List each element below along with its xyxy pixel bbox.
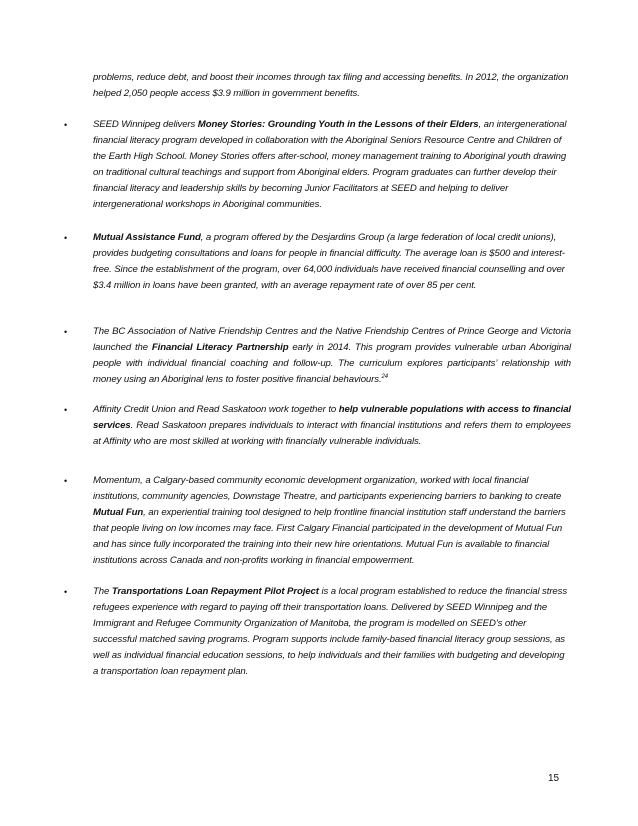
bullet-item-mutual-fun [93,473,571,569]
program-name-transportation-loan: Transportations Loan Repayment Pilot Project [111,586,319,597]
bullet-marker: • [64,405,68,415]
program-name-financial-literacy-partnership: Financial Literacy Partnership [151,342,289,353]
bullet-marker: • [64,587,68,597]
bullet-text-pre: The [93,586,112,597]
bullet-item-financial-literacy-partnership [93,324,571,388]
program-name-mutual-fun: Mutual Fun [93,507,144,518]
bullet-marker: • [64,327,68,337]
bullet-item-mutual-assistance-fund [93,230,571,294]
bullet-text-post: , an intergenerational financial literacy program developed in collaboration with the Aboriginal Seniors Resource Centre and Children of the Earth High School. Money Stories offers after-school, money management training to Aboriginal youth drawing on traditional cultural teachings and support from Aboriginal elders. Program graduates can further develop their financial literacy and leadership skills by becoming Junior Facilitators at SEED and helping to deliver intergenerational workshops in Aboriginal communities. [93,119,567,210]
bullet-marker: • [64,120,68,130]
bullet-text-pre: Momentum, a Calgary-based community economic development organization, worked with local financial institutions, community agencies, Downstage Theatre, and participants experiencing barriers to banking to create [93,475,562,502]
bullet-text-pre: The BC Association of Native Friendship Centres and the Native Friendship Centres of Prince George and Victoria launched the [93,326,571,353]
bullet-marker: • [64,233,68,243]
program-name-financial-services-access: help vulnerable populations with access to financial services [93,404,571,431]
bullet-text-post: . Read Saskatoon prepares individuals to interact with financial institutions and refers them to employees at Affinity who are most skilled at working with financially vulnerable individuals. [93,420,571,447]
bullet-text-post: , an experiential training tool designed to help frontline financial institution staff understand the barriers that people living on low incomes may face. First Calgary Financial participated in the development of Mutual Fun and has since fully incorporated the training into their new hire orientations. Mutual Fun is available to financial institutions across Canada and non-profits working in financial empowerment. [93,507,566,566]
bullet-item-money-stories [93,117,571,213]
page-number: 15 [548,773,560,784]
program-name-mutual-assistance-fund: Mutual Assistance Fund [93,232,201,243]
program-name-money-stories: Money Stories: Grounding Youth in the Lessons of their Elders [197,119,479,130]
bullet-text-pre: SEED Winnipeg delivers [93,119,198,130]
bullet-text-pre: Affinity Credit Union and Read Saskatoon work together to [93,404,339,415]
bullet-text-post: early in 2014. This program provides vulnerable urban Aboriginal people with individual financial coaching and follow-up. The curriculum explores participants’ relationship with money using an Aboriginal lens to foster positive financial behaviours. [93,342,571,385]
bullet-text-post: , a program offered by the Desjardins Group (a large federation of local credit unions), provides budgeting consultations and loans for people in financial difficulty. The average loan is $500 and interest-free. Since the establishment of the program, over 64,000 individuals have received financial counselling and over $3.4 million in loans have been granted, with an average repayment rate of over 85 per cent. [93,232,565,291]
bullet-marker: • [64,476,68,486]
bullet-text-post: is a local program established to reduce the financial stress refugees experience with regard to paying off their transportation loans. Delivered by SEED Winnipeg and the Immigrant and Refugee Community Organization of Manitoba, the program is modelled on SEED’s other successful matched saving programs. Program supports include family-based financial literacy group sessions, as well as individual financial education sessions, to help individuals and their families with budgeting and developing a transportation loan repayment plan. [93,586,568,677]
continuation-paragraph: problems, reduce debt, and boost their incomes through tax filing and accessing benefits. In 2012, the organization helped 2,050 people access $3.9 million in government benefits. [93,72,569,99]
bullet-item-affinity-read-saskatoon [93,402,571,450]
bullet-item-transportation-loan [93,584,571,680]
footnote-reference: 24 [381,373,389,380]
